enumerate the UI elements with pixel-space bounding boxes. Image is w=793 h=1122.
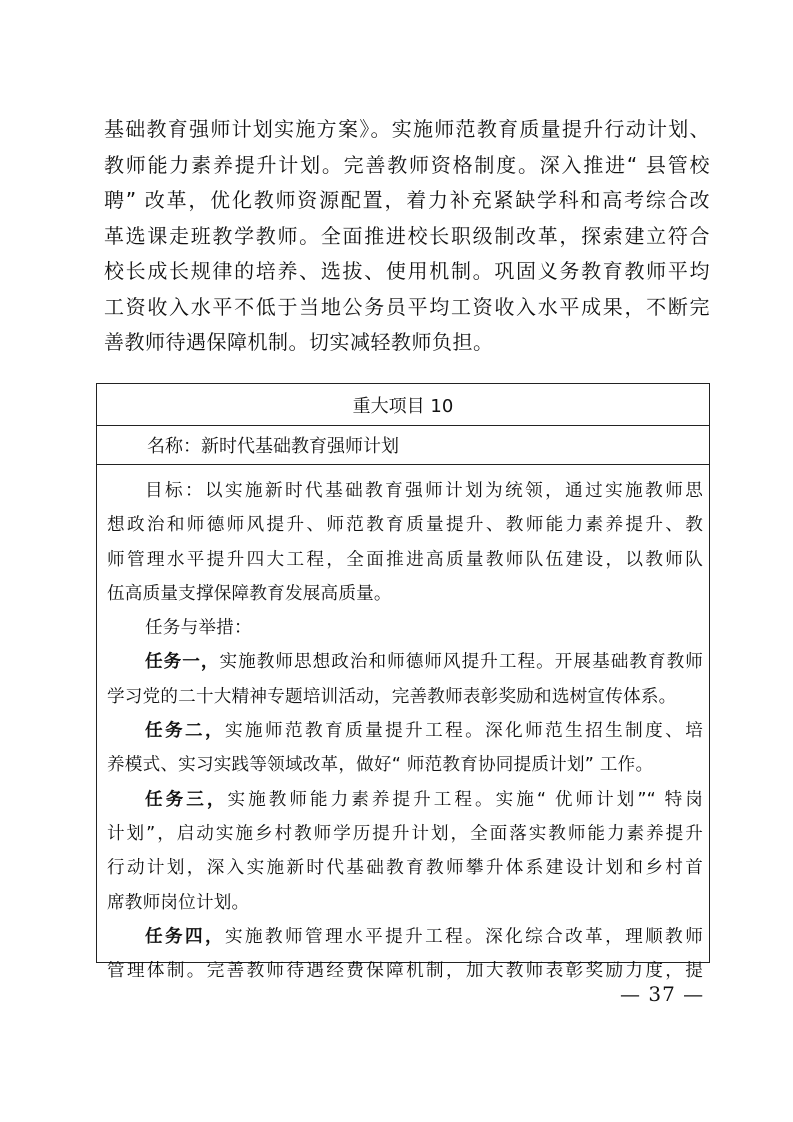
goal-line: 想政治和师德师风提升、师范教育质量提升、教师能力素养提升、教: [107, 515, 703, 536]
task3-line: 席教师岗位计划。: [107, 892, 250, 913]
body-line: 革选课走班教学教师。全面推进校长职级制改革，探索建立符合: [104, 223, 710, 248]
task2-line: [107, 714, 703, 748]
goal-line: 伍高质量支撑保障教育发展高质量。: [107, 583, 392, 604]
task4-label: 任务四，: [145, 926, 226, 947]
project-name: 名称：新时代基础教育强师计划: [147, 436, 399, 457]
goal-line: 师管理水平提升四大工程，全面推进高质量教师队伍建设，以教师队: [107, 549, 703, 570]
body-line: 教师能力素养提升计划。完善教师资格制度。深入推进“ 县管校: [104, 152, 710, 177]
task1-text: 实施教师思想政治和师德师风提升工程。开展基础教育教师: [219, 652, 703, 673]
task3-text: 实施教师能力素养提升工程。实施“ 优师计划”“ 特岗: [227, 789, 703, 810]
goal-line: 目标：以实施新时代基础教育强师计划为统领，通过实施教师思: [145, 481, 703, 501]
task4-text: 实施教师管理水平提升工程。深化综合改革，理顺教师: [225, 926, 703, 947]
body-line: 校长成长规律的培养、选拔、使用机制。巩固义务教育教师平均: [104, 259, 710, 283]
task4-line: 管理体制。完善教师待遇经费保障机制，加大教师表彰奖励力度，提: [107, 961, 703, 982]
task3-line: 计划”，启动实施乡村教师学历提升计划，全面落实教师能力素养提升: [107, 823, 703, 844]
body-line: 基础教育强师计划实施方案》。实施师范教育质量提升行动计划、: [104, 117, 710, 141]
task2-label: 任务二，: [145, 721, 226, 742]
task4-line: [107, 920, 703, 954]
project-title: 重大项目 10: [352, 395, 454, 417]
project-title-row: [97, 384, 709, 426]
project-box: [96, 383, 710, 982]
page-number: — 37 —: [620, 982, 705, 1006]
body-line: 工资收入水平不低于当地公务员平均工资收入水平成果，不断完: [104, 294, 710, 319]
task2-text: 实施师范教育质量提升工程。深化师范生招生制度、培: [225, 721, 703, 742]
body-line: 聘” 改革，优化教师资源配置，着力补充紧缺学科和高考综合改: [104, 188, 710, 212]
body-paragraph: [104, 112, 710, 361]
task3-label: 任务三，: [145, 789, 228, 810]
project-content: [97, 465, 709, 988]
project-name-row: [97, 426, 709, 465]
task3-line: 行动计划，深入实施新时代基础教育教师攀升体系建设计划和乡村首: [107, 858, 703, 879]
body-line: 善教师待遇保障机制。切实减轻教师负担。: [104, 330, 494, 354]
task3-line: [107, 783, 703, 817]
task1-line: 学习党的二十大精神专题培训活动，完善教师表彰奖励和选树宣传体系。: [107, 686, 677, 707]
task1-label: 任务一，: [145, 652, 220, 673]
tasks-heading: 任务与举措：: [145, 618, 252, 639]
task1-line: [107, 645, 703, 679]
task2-line: 养模式、实习实践等领域改革，做好“ 师范教育协同提质计划” 工作。: [107, 755, 654, 776]
